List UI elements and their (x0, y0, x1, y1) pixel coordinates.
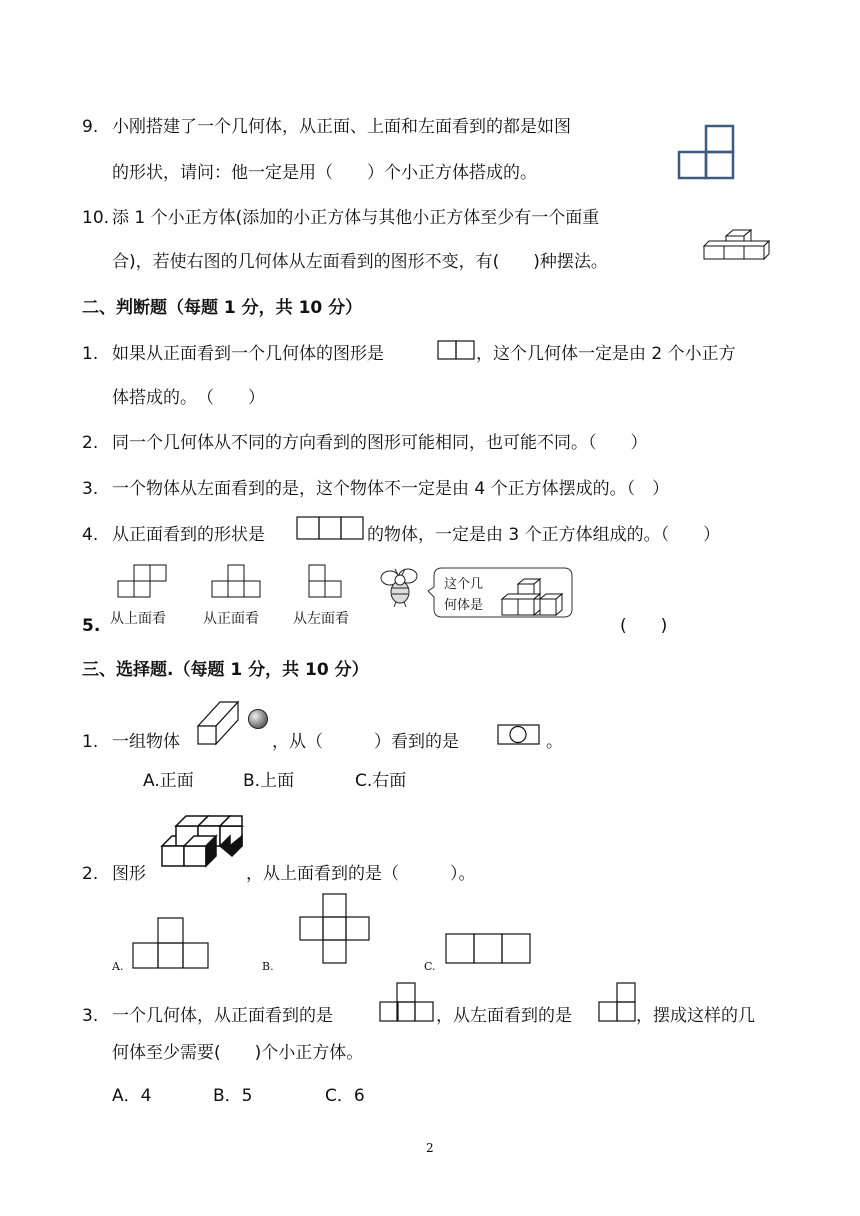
c1-option-c: C.右面 (355, 771, 407, 791)
j3-text: 一个物体从左面看到的是，这个物体不一定是由 4 个正方体摆成的。（ ） (112, 479, 670, 499)
q9-line1: 小刚搭建了一个几何体，从正面、上面和左面看到的都是如图 (112, 117, 571, 137)
c1-text-a: 一组物体 (112, 732, 180, 752)
c2-text-b: ，从上面看到的是（ ）。 (246, 864, 476, 884)
j5-top-view-figure (118, 564, 170, 600)
c3-option-a: A．4 (112, 1086, 152, 1106)
page-number: 2 (426, 1141, 434, 1155)
c2-option-a-figure (133, 917, 209, 969)
q10-line2: 合)，若使右图的几何体从左面看到的图形不变，有( )种摆法。 (112, 252, 608, 272)
c3-text-a: 一个几何体，从正面看到的是 (112, 1006, 333, 1026)
j5-left-view-figure (308, 564, 344, 600)
j4-three-square-figure (296, 516, 366, 540)
c1-prism-figure (196, 698, 240, 746)
c3-front-view-figure (379, 982, 435, 1024)
j1-number: 1. (82, 344, 99, 364)
j5-bubble-line1: 这个几 (444, 577, 484, 592)
c1-text-c: 。 (546, 732, 563, 752)
j5-solid-figure (500, 574, 568, 616)
c2-text-a: 图形 (112, 864, 146, 884)
c1-number: 1. (82, 732, 99, 752)
c3-text-b: ，从左面看到的是 (436, 1006, 572, 1026)
j2-number: 2. (82, 433, 99, 453)
q9-number: 9. (82, 117, 99, 137)
j5-caption-left: 从左面看 (293, 611, 349, 627)
section2-title: 二、判断题（每题 1 分，共 10 分） (82, 298, 363, 318)
c1-view-figure (497, 724, 541, 746)
j4-text-b: 的物体，一定是由 3 个正方体组成的。（ ） (367, 525, 721, 545)
q9-line2: 的形状，请问：他一定是用（ ）个小正方体搭成的。 (112, 163, 537, 183)
c2-label-b: B. (262, 960, 274, 973)
j1-text-b: ，这个几何体一定是由 2 个小正方 (476, 344, 736, 364)
c3-text-c: ，摆成这样的几 (636, 1006, 755, 1026)
j5-answer-paren: ( ) (620, 616, 668, 636)
c1-option-b: B.上面 (243, 771, 295, 791)
c3-option-b: B．5 (213, 1086, 253, 1106)
c1-text-b: ，从（ ）看到的是 (272, 732, 459, 752)
c2-number: 2. (82, 864, 99, 884)
c2-label-c: C. (424, 960, 436, 973)
section3-title: 三、选择题.（每题 1 分，共 10 分） (82, 660, 369, 680)
c2-solid-figure (154, 810, 244, 870)
q9-view-figure (678, 124, 736, 180)
j3-number: 3. (82, 479, 99, 499)
c3-line2: 何体至少需要( )个小正方体。 (112, 1043, 364, 1063)
j4-text-a: 从正面看到的形状是 (112, 525, 265, 545)
j2-text: 同一个几何体从不同的方向看到的图形可能相同，也可能不同。（ ） (112, 433, 648, 453)
c1-option-a: A.正面 (143, 771, 194, 791)
j5-number: 5. (82, 616, 101, 636)
bee-cartoon-icon (378, 566, 426, 608)
c2-label-a: A. (112, 960, 124, 973)
q10-line1: 添 1 个小正方体(添加的小正方体与其他小正方体至少有一个面重 (112, 208, 600, 228)
j5-front-view-figure (212, 564, 264, 600)
j5-caption-front: 从正面看 (203, 611, 259, 627)
j4-number: 4. (82, 525, 99, 545)
c2-option-b-figure (299, 893, 371, 969)
j1-line2: 体搭成的。 （ ） (112, 388, 265, 408)
j5-bubble-line2: 何体是 (444, 598, 484, 613)
c3-number: 3. (82, 1006, 99, 1026)
c1-sphere-figure (247, 708, 269, 730)
c3-left-view-figure (598, 982, 638, 1024)
q10-number: 10. (82, 208, 110, 228)
j1-text-a: 如果从正面看到一个几何体的图形是 (112, 344, 384, 364)
c3-option-c: C．6 (325, 1086, 365, 1106)
c2-option-c-figure (445, 933, 533, 965)
j5-caption-top: 从上面看 (110, 611, 166, 627)
q10-solid-figure (702, 226, 770, 262)
j1-two-square-figure (437, 340, 477, 360)
